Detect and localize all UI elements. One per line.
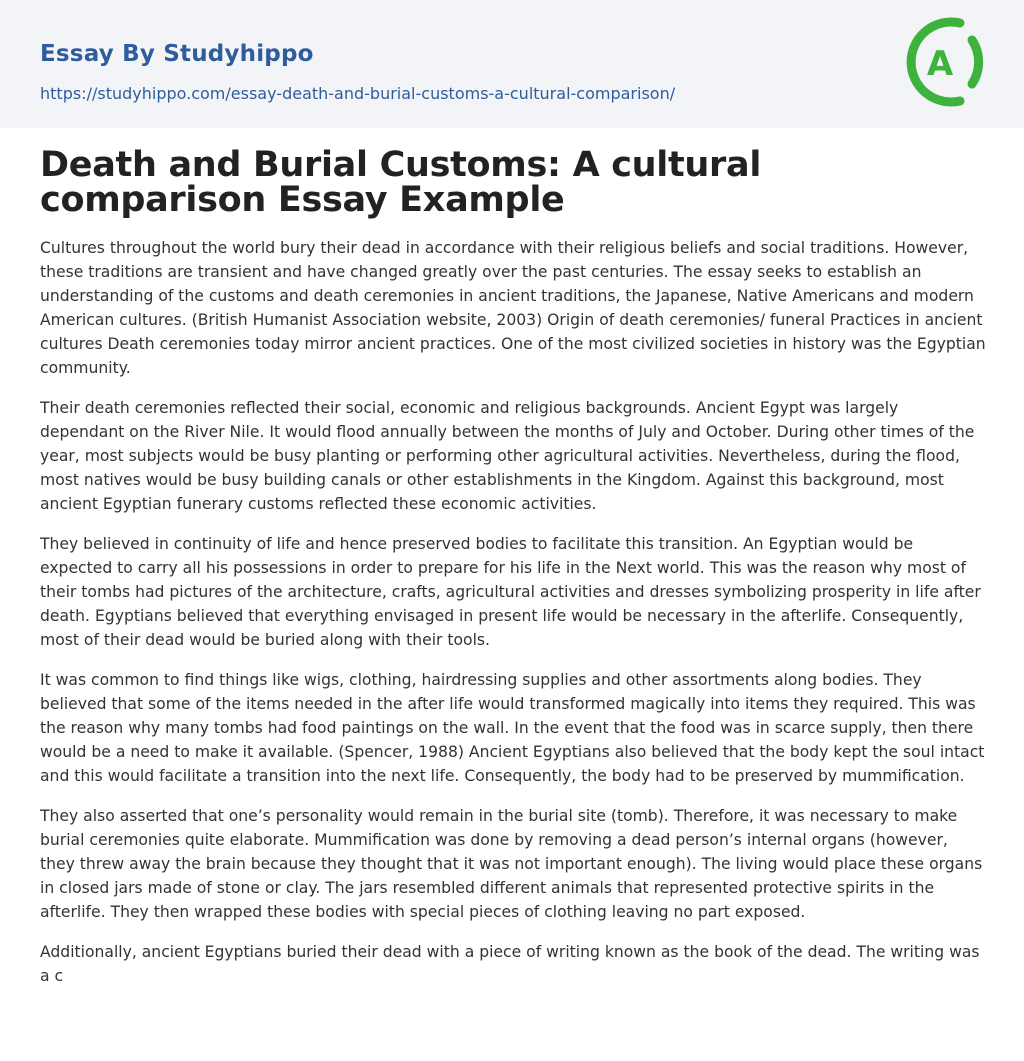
letter-a-ring-logo-icon[interactable] (898, 16, 990, 108)
article-paragraph-5: They also asserted that one’s personality would remain in the burial site (tomb). Therefore, it was necessary to make burial ceremonies quite elaborate. Mummification was done by removing a dead person’s internal organs (however, they threw away the brain because they thought that it was not important enough). The living would place these organs in closed jars made of stone or clay. The jars resembled different animals that represented protective spirits in the afterlife. They then wrapped these bodies with special pieces of clothing leaving no part exposed. (40, 807, 983, 921)
article-paragraph-3: They believed in continuity of life and hence preserved bodies to facilitate this transition. An Egyptian would be expected to carry all his possessions in order to prepare for his life in the Next world. This was the reason why most of their tombs had pictures of the architecture, crafts, agricultural activities and dresses symbolizing prosperity in life after death. Egyptians believed that everything envisaged in present life would be necessary in the afterlife. Consequently, most of their dead would be buried along with their tools. (40, 535, 981, 649)
article-title: Death and Burial Customs: A cultural comparison Essay Example (40, 145, 762, 220)
article (40, 145, 986, 1004)
article-paragraph-4: It was common to find things like wigs, clothing, hairdressing supplies and other assortments along bodies. They believed that some of the items needed in the after life would transformed magically into items they required. This was the reason why many tombs had food paintings on the wall. In the event that the food was in scarce supply, then there would be a need to make it available. (Spencer, 1988) Ancient Egyptians also believed that the body kept the soul intact and this would facilitate a transition into the next life. Consequently, the body had to be preserved by mummification. (40, 671, 985, 785)
article-paragraph-1: Cultures throughout the world bury their dead in accordance with their religious beliefs and social traditions. However, these traditions are transient and have changed greatly over the past centuries. The essay seeks to establish an understanding of the customs and death ceremonies in ancient traditions, the Japanese, Native Americans and modern American cultures. (British Humanist Association website, 2003) Origin of death ceremonies/ funeral Practices in ancient cultures Death ceremonies today mirror ancient practices. One of the most civilized societies in history was the Egyptian community. (40, 239, 986, 377)
article-paragraph-6: Additionally, ancient Egyptians buried their dead with a piece of writing known as the book of the dead. The writing was a c (40, 943, 980, 985)
logo-letter: A (926, 44, 954, 84)
essay-url-link[interactable]: https://studyhippo.com/essay-death-and-burial-customs-a-cultural-comparison/ (40, 84, 676, 103)
brand-title[interactable]: Essay By Studyhippo (40, 41, 314, 67)
article-paragraph-2: Their death ceremonies reflected their social, economic and religious backgrounds. Ancient Egypt was largely dependant on the River Nile. It would flood annually between the months of July and October. During other times of the year, most subjects would be busy planting or performing other agricultural activities. Nevertheless, during the flood, most natives would be busy building canals or other establishments in the Kingdom. Against this background, most ancient Egyptian funerary customs reflected these economic activities. (40, 399, 975, 513)
site-header (0, 0, 1024, 128)
